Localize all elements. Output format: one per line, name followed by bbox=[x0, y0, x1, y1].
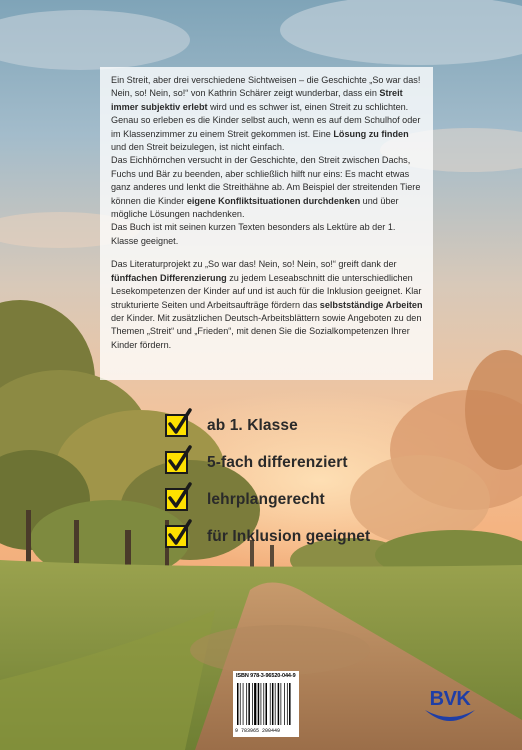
feature-item bbox=[165, 414, 465, 444]
feature-label: lehrplangerecht bbox=[207, 491, 325, 508]
check-icon bbox=[165, 451, 188, 474]
body-text: Ein Streit, aber drei verschiedene Sichtweisen – die Geschichte „So war das! Nein, so! Nein, so!“ von Kathrin Schärer zeigt wunderbar, dass ein bbox=[111, 75, 421, 99]
check-icon bbox=[165, 525, 188, 548]
body-text: der Kinder. Mit zusätzlichen Deutsch-Arbeitsblättern sowie Angeboten zu den Themen „Streit“ und „Frieden“, mit denen Sie die Sozialkompetenzen Ihrer Kinder fördern. bbox=[111, 312, 422, 350]
feature-item bbox=[165, 451, 465, 481]
isbn-label: ISBN 978-3-96520-044-9 bbox=[236, 673, 296, 679]
emphasis-text: selbstständige Arbeiten bbox=[319, 299, 423, 310]
body-text: zu jedem Leseabschnitt die unterschiedlichen Lesekompetenzen der Kinder auf und ist auch für die Inklusion geeignet. Klar strukturierte Seiten und Arbeitsaufträge fördern das bbox=[111, 272, 422, 310]
description-paragraph-4 bbox=[111, 258, 425, 352]
check-icon bbox=[165, 488, 188, 511]
body-text: Das Buch ist mit seinen kurzen Texten besonders als Lektüre ab der 1. Klasse geeignet. bbox=[111, 222, 396, 246]
emphasis-text: fünffachen Differenzierung bbox=[111, 272, 227, 283]
barcode-number: 9 783965 200449 bbox=[235, 728, 281, 734]
feature-item bbox=[165, 488, 465, 518]
description-box bbox=[100, 67, 433, 380]
barcode-icon bbox=[236, 683, 296, 727]
body-text: und über mögliche Lösungen nachdenken. bbox=[111, 195, 399, 220]
emphasis-text: Lösung zu finden bbox=[333, 128, 409, 139]
description-paragraph-2 bbox=[111, 154, 425, 221]
feature-label: für Inklusion geeignet bbox=[207, 528, 371, 545]
isbn-barcode-box bbox=[233, 671, 299, 737]
logo-text: BVK bbox=[429, 688, 471, 710]
body-text: und den Streit beizulegen, ist nicht einfach. bbox=[111, 142, 285, 153]
check-icon bbox=[165, 414, 188, 437]
emphasis-text: eigene Konfliktsituationen durchdenken bbox=[186, 195, 361, 206]
feature-label: ab 1. Klasse bbox=[207, 417, 298, 434]
body-text: wird und es schwer ist, einen Streit zu schlichten. Genau so erleben es die Kinder selbst auch, wenn es auf dem Schulhof oder im Klassenzimmer zu einem Streit gekommen ist. Eine bbox=[111, 101, 421, 139]
publisher-logo bbox=[419, 686, 481, 726]
body-text: Das Eichhörnchen versucht in der Geschichte, den Streit zwischen Dachs, Fuchs und Bär zu beenden, aber schließlich hilft nur eins: Es macht etwas ganz anderes und lenkt die Streithähne ab. Am Beispiel der streitenden Tiere können die Kinder bbox=[111, 155, 421, 206]
feature-label: 5-fach differenziert bbox=[207, 454, 348, 471]
feature-item bbox=[165, 525, 465, 555]
emphasis-text: Streit immer subjektiv erlebt bbox=[111, 88, 403, 112]
description-paragraph-3 bbox=[111, 221, 425, 248]
body-text: Das Literaturprojekt zu „So war das! Nein, so! Nein, so!“ greift dank der bbox=[111, 259, 397, 270]
description-paragraph-1 bbox=[111, 74, 425, 154]
